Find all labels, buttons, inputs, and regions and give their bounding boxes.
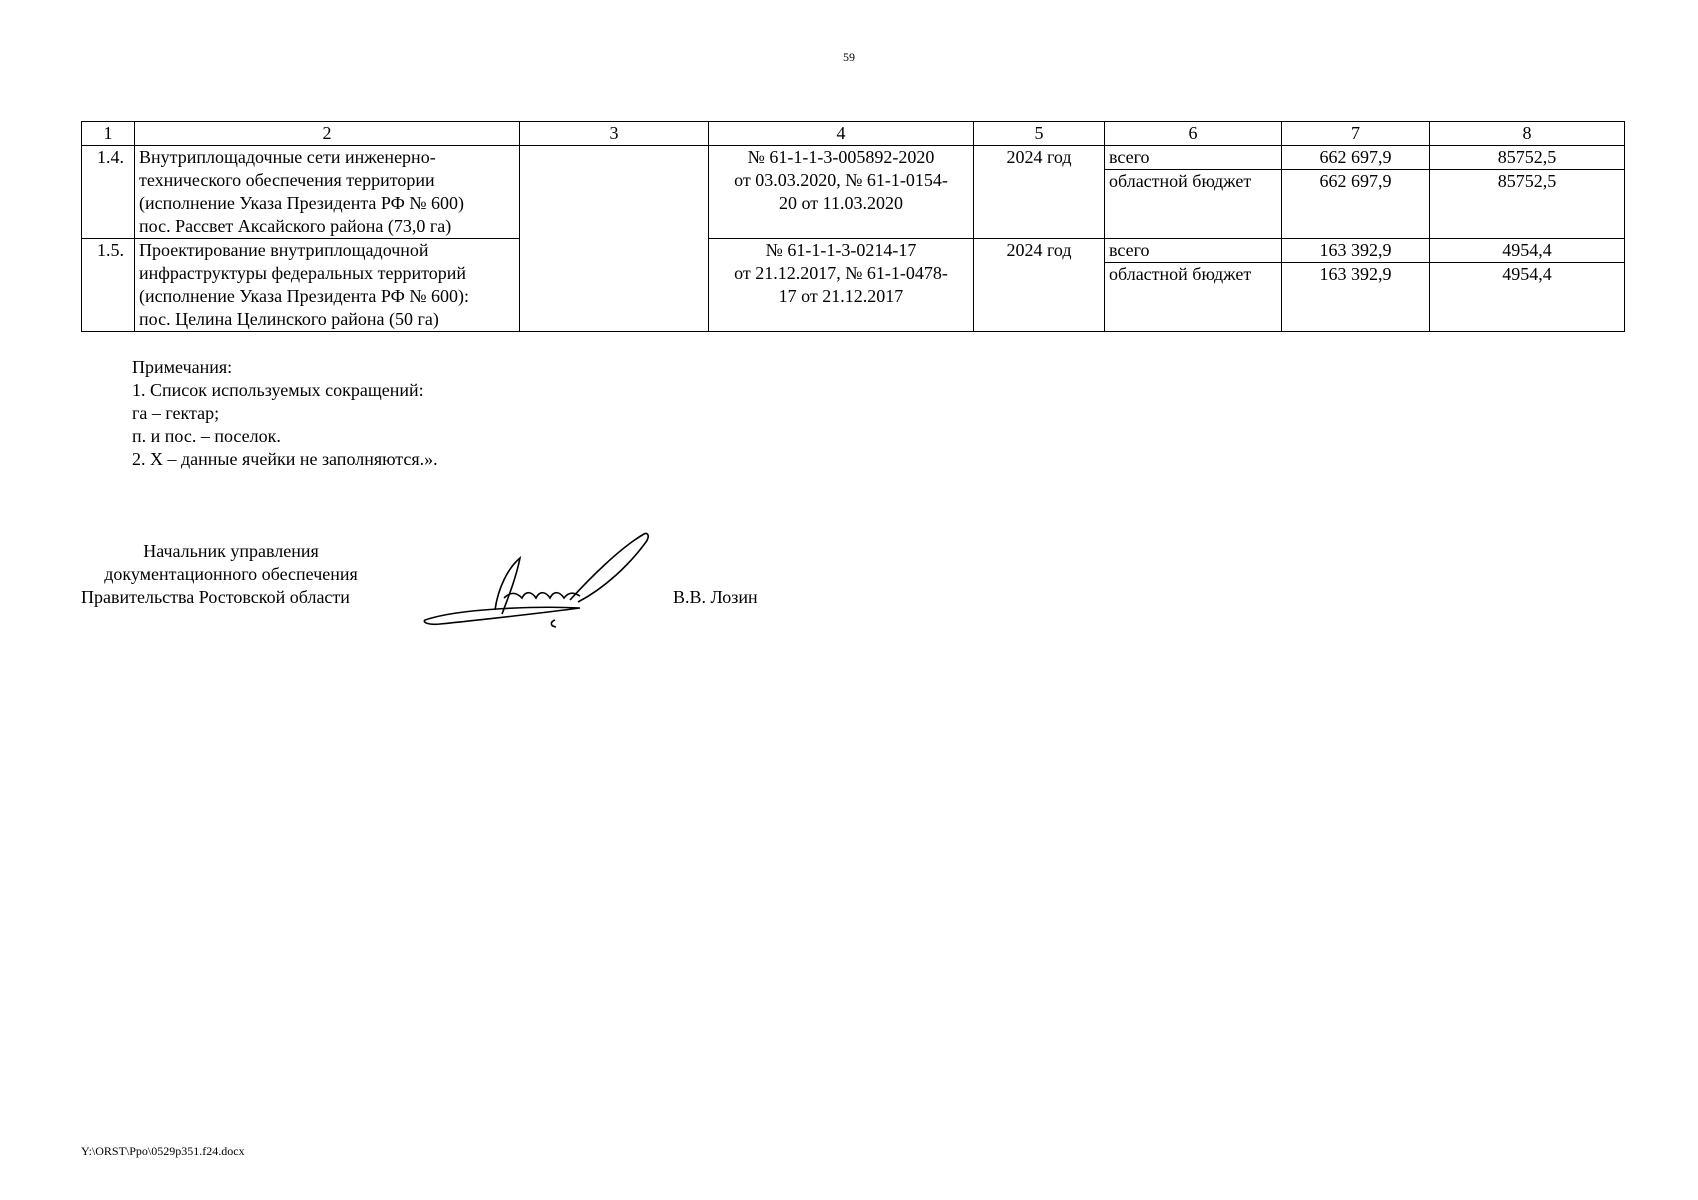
- header-cell: 4: [709, 122, 974, 146]
- value-cell: 4954,4: [1430, 263, 1625, 332]
- notes-block: [132, 356, 438, 471]
- budget-table: [81, 121, 1625, 332]
- object-name-line: пос. Целина Целинского района (50 га): [139, 309, 439, 329]
- position-line: Начальник управления: [143, 541, 319, 561]
- year-cell: 2024 год: [974, 239, 1105, 332]
- table-row: [82, 239, 1625, 263]
- row-number: 1.4.: [82, 146, 135, 239]
- note-line: 2. Х – данные ячейки не заполняются.».: [132, 449, 438, 469]
- funding-source: всего: [1105, 239, 1282, 263]
- signatory-position: [81, 540, 381, 609]
- empty-cell: [520, 146, 709, 332]
- notes-title: Примечания:: [132, 357, 233, 377]
- document-ref-line: 17 от 21.12.2017: [778, 286, 904, 306]
- document-ref: [709, 239, 974, 332]
- position-line: документационного обеспечения: [104, 564, 358, 584]
- document-ref-line: 20 от 11.03.2020: [779, 193, 903, 213]
- table-row: [82, 146, 1625, 170]
- header-cell: 7: [1282, 122, 1430, 146]
- header-cell: 5: [974, 122, 1105, 146]
- value-cell: 163 392,9: [1282, 239, 1430, 263]
- object-name-line: (исполнение Указа Президента РФ № 600): [139, 193, 464, 213]
- note-line: га – гектар;: [132, 403, 220, 423]
- object-name-line: (исполнение Указа Президента РФ № 600):: [139, 286, 469, 306]
- header-cell: 1: [82, 122, 135, 146]
- funding-source: всего: [1105, 146, 1282, 170]
- header-cell: 3: [520, 122, 709, 146]
- position-line: Правительства Ростовской области: [81, 587, 350, 607]
- header-cell: 8: [1430, 122, 1625, 146]
- funding-source: областной бюджет: [1105, 170, 1282, 239]
- row-number: 1.5.: [82, 239, 135, 332]
- table-header-row: [82, 122, 1625, 146]
- document-ref: [709, 146, 974, 239]
- funding-source: областной бюджет: [1105, 263, 1282, 332]
- value-cell: 163 392,9: [1282, 263, 1430, 332]
- value-cell: 85752,5: [1430, 170, 1625, 239]
- handwritten-signature: [420, 528, 660, 633]
- note-line: 1. Список используемых сокращений:: [132, 380, 424, 400]
- signatory-name: В.В. Лозин: [673, 587, 758, 607]
- value-cell: 662 697,9: [1282, 146, 1430, 170]
- header-cell: 2: [135, 122, 520, 146]
- object-name-line: инфраструктуры федеральных территорий: [139, 263, 466, 283]
- object-name-line: пос. Рассвет Аксайского района (73,0 га): [139, 216, 452, 236]
- object-name: [135, 146, 520, 239]
- document-ref-line: от 21.12.2017, № 61-1-0478-: [734, 263, 948, 283]
- document-ref-line: от 03.03.2020, № 61-1-0154-: [734, 170, 948, 190]
- page-number: 59: [843, 50, 855, 64]
- object-name-line: Внутриплощадочные сети инженерно-: [139, 147, 436, 167]
- document-ref-line: № 61-1-1-3-0214-17: [765, 240, 917, 260]
- object-name-line: Проектирование внутриплощадочной: [139, 240, 429, 260]
- object-name-line: технического обеспечения территории: [139, 170, 435, 190]
- note-line: п. и пос. – поселок.: [132, 426, 281, 446]
- year-cell: 2024 год: [974, 146, 1105, 239]
- header-cell: 6: [1105, 122, 1282, 146]
- footer-file-path: Y:\ORST\Ppo\0529p351.f24.docx: [81, 1144, 245, 1158]
- object-name: [135, 239, 520, 332]
- value-cell: 662 697,9: [1282, 170, 1430, 239]
- value-cell: 4954,4: [1430, 239, 1625, 263]
- value-cell: 85752,5: [1430, 146, 1625, 170]
- document-ref-line: № 61-1-1-3-005892-2020: [747, 147, 935, 167]
